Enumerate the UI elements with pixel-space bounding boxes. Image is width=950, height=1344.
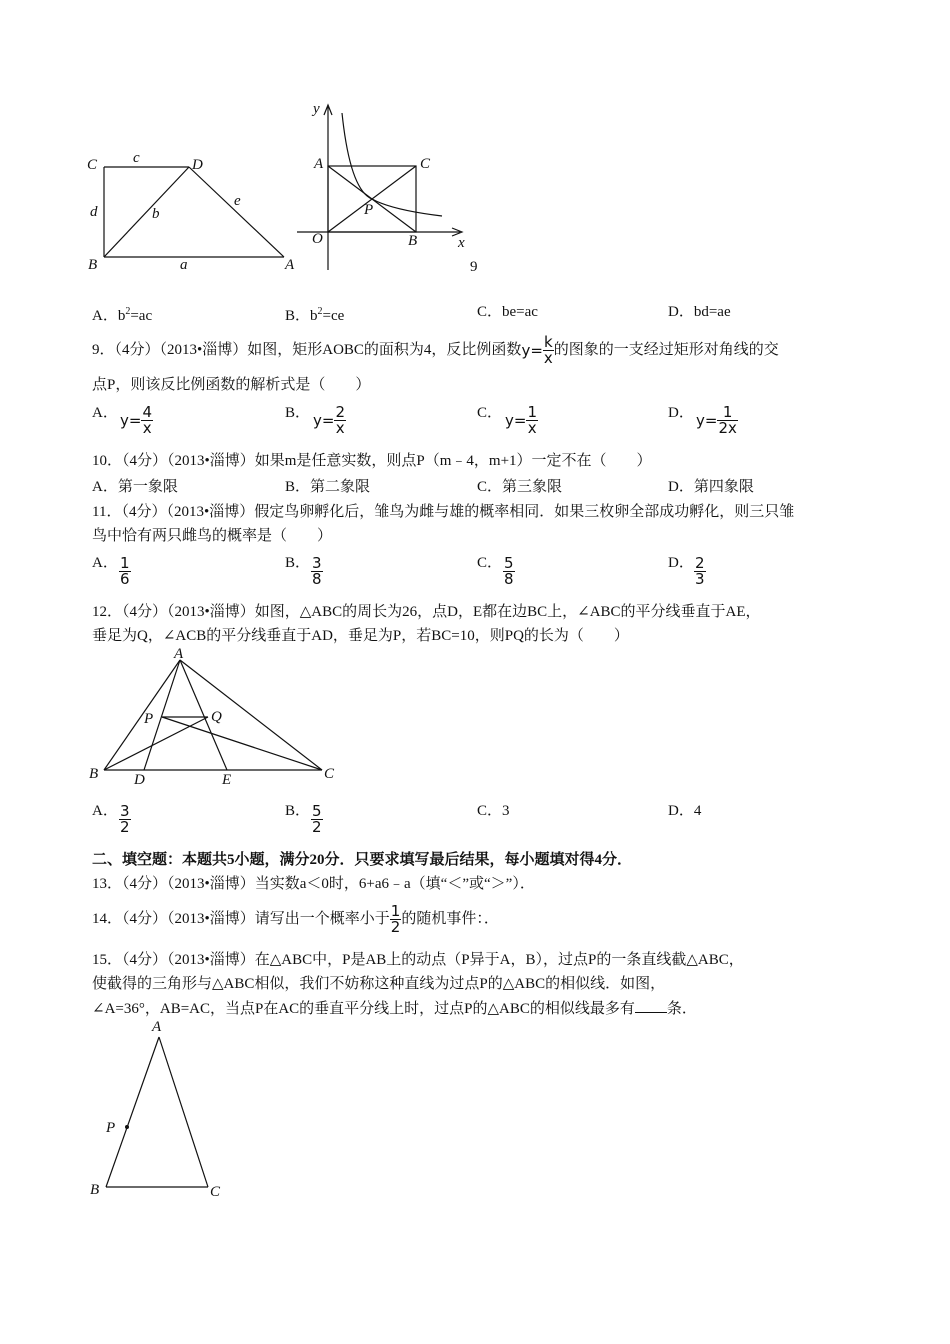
q10-stem: 10．（4分）（2013•淄博）如果m是任意实数，则点P（m﹣4，m+1）一定不在（ ） (92, 453, 652, 469)
fig8-label-a: a (180, 257, 188, 273)
fig8-label-A: A (285, 257, 295, 273)
fig8-label-c: c (133, 150, 140, 166)
fig12-label-C: C (324, 766, 335, 782)
fig9-label-B: B (408, 233, 418, 249)
q14-stem: 14．（4分）（2013•淄博）请写出一个概率小于 $\frac{1}{2}$ 的随机事件：． (92, 902, 499, 936)
q14-fraction: $\frac{1}{2}$ (390, 902, 401, 936)
q9-option-a-formula: y= $\frac{4}{x}$ (120, 403, 152, 437)
figure-q9-coordinate (292, 95, 492, 275)
fig12-label-P: P (144, 711, 154, 727)
q9-stem-line2: 点P，则该反比例函数的解析式是（ ） (92, 377, 371, 393)
q12-stem-line1: 12．（4分）（2013•淄博）如图，△ABC的周长为26，点D，E都在边BC上，∠ABC的平分线垂直于AE， (92, 604, 761, 620)
fig8-label-b: b (152, 206, 160, 222)
fig8-label-e: e (234, 193, 241, 209)
fig15-label-C: C (210, 1184, 221, 1200)
fig8-label-C: C (87, 157, 98, 173)
q12-option-b-fraction: $\frac{5}{2}$ (312, 802, 322, 836)
q11-option-d-fraction: $\frac{2}{3}$ (695, 554, 705, 588)
q9-option-d: D． (668, 405, 694, 421)
fig12-label-A: A (174, 646, 184, 662)
figure-q8-quadrilateral (84, 145, 304, 275)
q8-option-d: D．bd=ae (668, 304, 731, 320)
fig12-label-B: B (89, 766, 99, 782)
q12-stem-line2: 垂足为Q，∠ACB的平分线垂直于AD，垂足为P，若BC=10，则PQ的长为（ ） (92, 628, 629, 644)
fig8-label-d: d (90, 204, 98, 220)
fig9-label-C: C (420, 156, 431, 172)
q10-option-a: A．第一象限 (92, 479, 178, 495)
q13-stem: 13．（4分）（2013•淄博）当实数a＜0时，6+a6﹣a（填“＜”或“＞”）． (92, 876, 535, 892)
q11-stem-line2: 鸟中恰有两只雌鸟的概率是（ ） (92, 528, 333, 544)
q9-option-c-formula: y= $\frac{1}{x}$ (505, 403, 537, 437)
section-2-heading: 二、填空题：本题共5小题，满分20分．只要求填写最后结果，每小题填对得4分． (92, 852, 633, 868)
q11-option-c-fraction: $\frac{5}{8}$ (504, 554, 514, 588)
q12-option-b: B． (285, 803, 311, 819)
fig8-label-B: B (88, 257, 98, 273)
fig15-label-P: P (106, 1120, 116, 1136)
fig9-caption: 9 (470, 259, 478, 275)
q11-stem-line1: 11．（4分）（2013•淄博）假定鸟卵孵化后，雏鸟为雌与雄的概率相同．如果三枚卵全部成功孵化，则三只雏 (92, 504, 795, 520)
q15-stem-line2: 使截得的三角形与△ABC相似，我们不妨称这种直线为过点P的△ABC的相似线．如图， (92, 976, 666, 992)
q12-option-a: A． (92, 803, 118, 819)
figure-q15-isosceles-triangle (84, 1015, 244, 1210)
fig9-label-A: A (314, 156, 324, 172)
fig9-label-y: y (313, 101, 320, 117)
figure-q12-triangle (84, 642, 354, 792)
q8-option-b: B．$b^2=ce$ (285, 306, 345, 324)
q9-option-c: C． (477, 405, 503, 421)
fig12-label-E: E (222, 772, 232, 788)
fig15-label-A: A (152, 1019, 162, 1035)
q9-option-d-formula: y= $\frac{1}{2x}$ (696, 403, 737, 437)
q10-option-b: B．第二象限 (285, 479, 371, 495)
q15-stem-line1: 15．（4分）（2013•淄博）在△ABC中，P是AB上的动点（P异于A，B），过点P的一条直线截△ABC， (92, 952, 744, 968)
fig15-label-B: B (90, 1182, 100, 1198)
q8-option-c: C．be=ac (477, 304, 538, 320)
q10-option-c: C．第三象限 (477, 479, 563, 495)
q9-stem-line1: 9．（4分）（2013•淄博）如图，矩形AOBC的面积为4，反比例函数y= $\frac{k}{x}$ 的图象的一支经过矩形对角线的交 (92, 333, 779, 367)
q12-option-d: D．4 (668, 803, 702, 819)
fig9-label-P: P (364, 202, 374, 218)
q11-option-c: C． (477, 555, 503, 571)
q9-option-a: A． (92, 405, 118, 421)
q11-option-d: D． (668, 555, 694, 571)
fig12-label-D: D (134, 772, 145, 788)
q9-option-b: B． (285, 405, 311, 421)
q8-option-a: A．$b^2=ac$ (92, 306, 153, 324)
q10-option-d: D．第四象限 (668, 479, 754, 495)
q9-option-b-formula: y= $\frac{2}{x}$ (313, 403, 345, 437)
q11-option-a: A． (92, 555, 118, 571)
q12-option-a-fraction: $\frac{3}{2}$ (120, 802, 130, 836)
fig9-label-O: O (312, 231, 323, 247)
fig12-label-Q: Q (211, 709, 222, 725)
q11-option-b: B． (285, 555, 311, 571)
q12-option-c: C．3 (477, 803, 510, 819)
q15-answer-blank (635, 1012, 667, 1013)
q11-option-a-fraction: $\frac{1}{6}$ (120, 554, 130, 588)
fig8-label-D: D (192, 157, 203, 173)
q15-stem-line3: ∠A=36°，AB=AC，当点P在AC的垂直平分线上时，过点P的△ABC的相似线最多有 条． (92, 1001, 697, 1017)
q11-option-b-fraction: $\frac{3}{8}$ (312, 554, 322, 588)
fig9-label-x: x (458, 235, 465, 251)
